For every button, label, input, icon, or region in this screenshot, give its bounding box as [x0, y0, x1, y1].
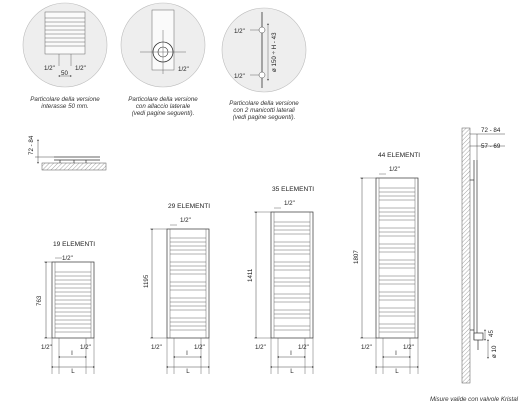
detail3-bottom-thread: 1/2"	[234, 73, 245, 80]
radiator-44-elements	[353, 152, 420, 375]
detail2-caption-line3: (vedi pagine seguenti).	[131, 110, 195, 117]
radiator-bottom-left-thread: 1/2"	[361, 344, 372, 351]
radiator-title: 19 ELEMENTI	[53, 241, 96, 248]
detail3-top-thread: 1/2"	[234, 28, 245, 35]
detail1-caption-line2: interasse 50 mm.	[41, 103, 89, 110]
radiator-height-dim: 1411	[247, 268, 254, 282]
radiator-interaxis-dim: I	[290, 350, 292, 357]
detail-interaxis-50	[23, 3, 107, 110]
radiator-title: 29 ELEMENTI	[168, 203, 211, 210]
radiator-title: 35 ELEMENTI	[272, 186, 315, 193]
radiator-top-connection: 1/2"	[180, 217, 191, 224]
detail2-caption-line2: con allaccio laterale	[135, 103, 191, 110]
radiator-top-connection: 1/2"	[284, 200, 295, 207]
detail2-caption-line1: Particolare della versione	[128, 96, 198, 103]
detail3-caption-line2: con 2 manicotti laterali	[233, 107, 295, 114]
detail3-sleeve-distance: ø 150 ÷ H - 43	[271, 32, 278, 72]
radiator-interaxis-dim: I	[395, 350, 397, 357]
detail1-interaxis: 50	[61, 70, 68, 77]
side-view-depth-dim-2: 57 - 69	[481, 143, 501, 150]
radiator-bottom-left-thread: 1/2"	[151, 344, 162, 351]
side-view-valve-dim: 45	[488, 330, 495, 337]
footnote: Misure valide con valvole Kristal	[430, 396, 519, 403]
detail1-right-thread: 1/2"	[75, 65, 86, 72]
radiator-top-connection: 1/2"	[389, 166, 400, 173]
radiator-bottom-right-thread: 1/2"	[298, 344, 309, 351]
radiator-width-dim: L	[290, 368, 294, 375]
wall-section	[42, 163, 106, 170]
radiator-width-dim: L	[71, 368, 75, 375]
radiator-interaxis-dim: I	[71, 350, 73, 357]
radiator-height-dim: 1195	[143, 274, 150, 288]
radiator-top-connection: 1/2"	[62, 255, 73, 262]
top-view-depth-dim: 72 - 84	[28, 135, 35, 155]
detail3-caption-line3: (vedi pagine seguenti).	[232, 114, 296, 121]
radiator-35-elements	[247, 186, 314, 375]
detail-two-side-sleeves	[222, 8, 306, 121]
side-view-depth-dim: 72 - 84	[481, 127, 501, 134]
radiator-bottom-right-thread: 1/2"	[403, 344, 414, 351]
radiator-width-dim: L	[395, 368, 399, 375]
radiator-bottom-right-thread: 1/2"	[194, 344, 205, 351]
detail3-caption-line1: Particolare della versione	[229, 100, 299, 107]
detail1-caption-line1: Particolare della versione	[30, 96, 100, 103]
detail-side-connection	[121, 3, 205, 117]
radiator-height-dim: 1807	[353, 250, 360, 264]
radiator-width-dim: L	[186, 368, 190, 375]
radiator-bottom-left-thread: 1/2"	[255, 344, 266, 351]
wall-section	[462, 128, 470, 383]
radiator-bottom-right-thread: 1/2"	[80, 344, 91, 351]
radiator-bottom-left-thread: 1/2"	[41, 344, 52, 351]
side-view-bottom-dim: ø 10	[491, 345, 498, 358]
detail2-thread: 1/2"	[178, 66, 189, 73]
radiator-19-elements	[36, 241, 95, 375]
radiator-interaxis-dim: I	[186, 350, 188, 357]
detail1-left-thread: 1/2"	[44, 65, 55, 72]
top-view	[28, 135, 106, 170]
radiator-height-dim: 763	[36, 295, 43, 306]
side-view	[462, 127, 505, 383]
radiator-29-elements	[143, 203, 210, 375]
radiator-title: 44 ELEMENTI	[378, 152, 421, 159]
